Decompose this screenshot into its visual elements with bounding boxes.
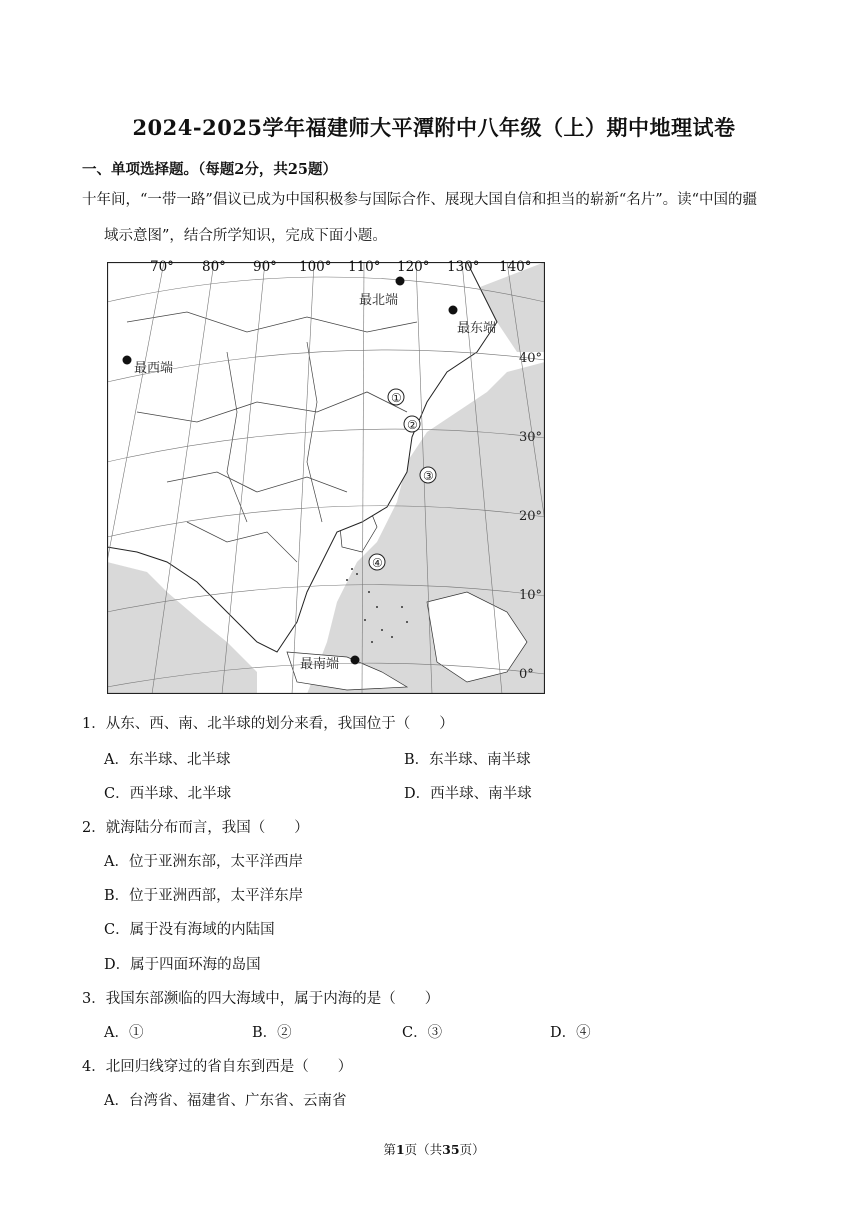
- lon-label-110: 110°: [348, 259, 381, 275]
- q1-option-c[interactable]: C．西半球、北半球: [104, 786, 232, 802]
- page-title: 2024-2025学年福建师大平潭附中八年级（上）期中地理试卷: [132, 115, 736, 140]
- north-point-label: 最北端: [359, 293, 399, 308]
- footer-mid: 页（共: [404, 1142, 443, 1157]
- sea-marker-1: ①: [391, 391, 402, 405]
- lat-label-40: 40°: [519, 351, 543, 366]
- lon-label-120: 120°: [397, 259, 430, 275]
- page-footer: [0, 1140, 868, 1158]
- lon-label-80: 80°: [202, 259, 226, 275]
- lon-label-70: 70°: [150, 259, 174, 275]
- lon-label-90: 90°: [253, 259, 277, 275]
- q1-option-b[interactable]: B．东半球、南半球: [404, 752, 531, 768]
- south-point-marker: [351, 656, 360, 665]
- footer-prefix: 第: [383, 1142, 396, 1157]
- east-point-marker: [449, 306, 458, 315]
- footer-suffix: 页）: [459, 1142, 485, 1157]
- lat-label-10: 10°: [519, 588, 543, 603]
- q2-option-c[interactable]: C．属于没有海域的内陆国: [104, 922, 275, 938]
- question-4-stem: 4．北回归线穿过的省自东到西是（ ）: [82, 1059, 353, 1075]
- longitude-labels: [0, 259, 868, 279]
- intro-line-1: 十年间，“一带一路”倡议已成为中国积极参与国际合作、展现大国自信和担当的崭新“名片”。读“中国的疆: [82, 192, 758, 208]
- q2-option-d[interactable]: D．属于四面环海的岛国: [104, 957, 261, 973]
- footer-total-pages: 35: [442, 1142, 460, 1157]
- west-point-label: 最西端: [134, 361, 174, 376]
- q2-option-b[interactable]: B．位于亚洲西部，太平洋东岸: [104, 888, 304, 904]
- q4-option-a[interactable]: A．台湾省、福建省、广东省、云南省: [104, 1093, 347, 1109]
- lon-label-140: 140°: [499, 259, 532, 275]
- q3-option-c[interactable]: C．③: [402, 1025, 443, 1041]
- question-2-stem: 2．就海陆分布而言，我国（ ）: [82, 820, 309, 836]
- sea-marker-4: ④: [372, 556, 383, 570]
- lat-label-30: 30°: [519, 430, 543, 445]
- lat-label-20: 20°: [519, 509, 543, 524]
- sea-marker-3: ③: [423, 469, 434, 483]
- q3-option-b[interactable]: B．②: [252, 1025, 292, 1041]
- east-point-label: 最东端: [457, 321, 497, 336]
- q3-option-a[interactable]: A．①: [104, 1025, 144, 1041]
- question-3-stem: 3．我国东部濒临的四大海域中，属于内海的是（ ）: [82, 991, 440, 1007]
- footer-page-number: 1: [395, 1142, 405, 1157]
- south-point-label: 最南端: [300, 657, 340, 672]
- lat-label-0: 0°: [519, 667, 534, 682]
- section-heading: 一、单项选择题。（每题2分，共25题）: [82, 161, 338, 178]
- q3-option-d[interactable]: D．④: [550, 1025, 591, 1041]
- q2-option-a[interactable]: A．位于亚洲东部，太平洋西岸: [104, 854, 303, 870]
- q1-option-a[interactable]: A．东半球、北半球: [104, 752, 231, 768]
- question-1-stem: 1．从东、西、南、北半球的划分来看，我国位于（ ）: [82, 716, 454, 732]
- q1-option-d[interactable]: D．西半球、南半球: [404, 786, 532, 802]
- west-point-marker: [123, 356, 132, 365]
- lon-label-100: 100°: [299, 259, 332, 275]
- sea-marker-2: ②: [407, 418, 418, 432]
- china-territory-map: [107, 262, 545, 694]
- intro-line-2: 域示意图”，结合所学知识，完成下面小题。: [104, 228, 387, 244]
- lon-label-130: 130°: [447, 259, 480, 275]
